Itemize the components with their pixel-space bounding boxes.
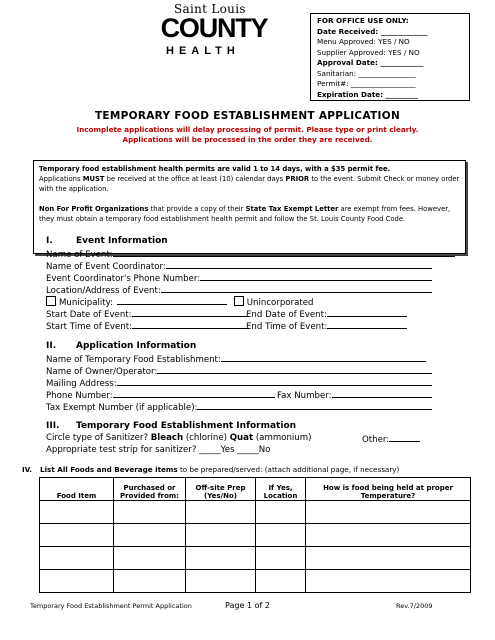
table-cell[interactable] [256, 524, 306, 547]
tax-exempt-field[interactable]: Tax Exempt Number (if applicable): [46, 401, 432, 414]
table-cell[interactable] [186, 547, 256, 570]
establishment-name-field[interactable]: Name of Temporary Food Establishment: [46, 353, 426, 366]
table-cell[interactable] [306, 547, 471, 570]
col-location: If Yes, Location [256, 478, 306, 501]
section-4-heading: IV. List All Foods and Beverage items to be prepared/served: (attach additional page, if necessary) [22, 465, 400, 474]
county-health-logo [150, 2, 280, 64]
table-cell[interactable] [256, 570, 306, 593]
food-items-table [39, 477, 471, 593]
end-time-field[interactable]: End Time of Event: [246, 320, 407, 333]
table-cell[interactable] [306, 570, 471, 593]
table-cell[interactable] [114, 524, 186, 547]
table-cell[interactable] [114, 570, 186, 593]
mailing-address-field[interactable]: Mailing Address: [46, 377, 432, 390]
phone-field[interactable]: Phone Number: [46, 389, 275, 402]
table-row [40, 547, 471, 570]
warning-incomplete: Incomplete applications will delay processing of permit. Please type or print clearly. [76, 125, 419, 134]
coordinator-phone-field[interactable]: Event Coordinator's Phone Number: [46, 272, 432, 285]
logo-line1: Saint Louis [174, 2, 246, 16]
unincorporated-checkbox[interactable] [234, 296, 244, 306]
notice-nonprofit: Non For Profit Organizations that provide a copy of their State Tax Exempt Letter are exempt from fees. However, they must obtain a temporary food establishment health permit and follow the St. Louis County Food Code. [39, 205, 451, 223]
footer-form-name: Temporary Food Establishment Permit Application [30, 602, 192, 610]
table-header-row [40, 478, 471, 501]
logo-line2: COUNTY [160, 13, 268, 43]
bleach-option[interactable]: Bleach [150, 433, 184, 443]
menu-approved: Menu Approved: YES / NO [317, 37, 410, 46]
municipality-row: Municipality: Unincorporated [46, 296, 313, 309]
event-coordinator-field[interactable]: Name of Event Coordinator: [46, 260, 432, 273]
start-time-field[interactable]: Start Time of Event: [46, 320, 249, 333]
table-cell[interactable] [114, 547, 186, 570]
section-3-heading: III. Temporary Food Establishment Information [46, 421, 297, 431]
table-cell[interactable] [306, 524, 471, 547]
table-row [40, 570, 471, 593]
col-offsite-prep: Off-site Prep (Yes/No) [186, 478, 256, 501]
logo-line3: HEALTH [166, 45, 240, 57]
test-strip-field[interactable]: Appropriate test strip for sanitizer? _____Yes _____No [46, 445, 271, 455]
sanitarian: Sanitarian: ________________ [317, 68, 416, 78]
table-cell[interactable] [40, 501, 114, 524]
office-use-box [310, 13, 470, 101]
warning-order: Applications will be processed in the order they are received. [122, 135, 373, 144]
table-cell[interactable] [306, 501, 471, 524]
table-row [40, 501, 471, 524]
section-1-heading: I. Event Information [46, 236, 168, 246]
approval-date: Approval Date: ____________ [317, 58, 424, 67]
table-cell[interactable] [256, 547, 306, 570]
fax-field[interactable]: Fax Number: [277, 389, 432, 402]
supplier-approved: Supplier Approved: YES / NO [317, 47, 420, 57]
notice-validity: Temporary food establishment health permits are valid 1 to 14 days, with a $35 permit fee. [39, 165, 391, 173]
table-cell[interactable] [40, 570, 114, 593]
permit-number: Permit#: __________________ [317, 79, 416, 88]
sanitizer-row: Circle type of Sanitizer? Bleach (chlorine) Quat (ammonium) [46, 433, 312, 443]
date-received: Date Received: _____________ [317, 26, 428, 36]
page-title: TEMPORARY FOOD ESTABLISHMENT APPLICATION [94, 110, 401, 122]
office-heading: FOR OFFICE USE ONLY: [317, 16, 409, 25]
section-2-heading: II. Application Information [46, 341, 197, 351]
end-date-field[interactable]: End Date of Event: [246, 308, 407, 321]
col-temperature: How is food being held at proper Temperature? [306, 478, 471, 501]
other-sanitizer-field[interactable]: Other: [362, 433, 420, 446]
table-cell[interactable] [256, 501, 306, 524]
start-date-field[interactable]: Start Date of Event: [46, 308, 249, 321]
col-food-item: Food Item [40, 478, 114, 501]
owner-field[interactable]: Name of Owner/Operator: [46, 365, 432, 378]
col-purchased-from: Purchased or Provided from: [114, 478, 186, 501]
notice-deadline: Applications MUST be received at the office at least (10) calendar days PRIOR to the event. Submit Check or money order with the application. [39, 175, 460, 193]
table-cell[interactable] [40, 524, 114, 547]
footer-revision: Rev.7/2009 [396, 602, 433, 610]
footer-page-number: Page 1 of 2 [225, 601, 270, 610]
event-location-field[interactable]: Location/Address of Event: [46, 284, 432, 297]
table-cell[interactable] [40, 547, 114, 570]
event-name-field[interactable]: Name of Event: [46, 248, 455, 261]
table-cell[interactable] [186, 570, 256, 593]
quat-option[interactable]: Quat [229, 433, 254, 443]
table-cell[interactable] [186, 524, 256, 547]
municipality-checkbox[interactable] [46, 296, 56, 306]
expiration-date: Expiration Date: _________ [317, 89, 418, 99]
table-cell[interactable] [186, 501, 256, 524]
table-row [40, 524, 471, 547]
table-cell[interactable] [114, 501, 186, 524]
